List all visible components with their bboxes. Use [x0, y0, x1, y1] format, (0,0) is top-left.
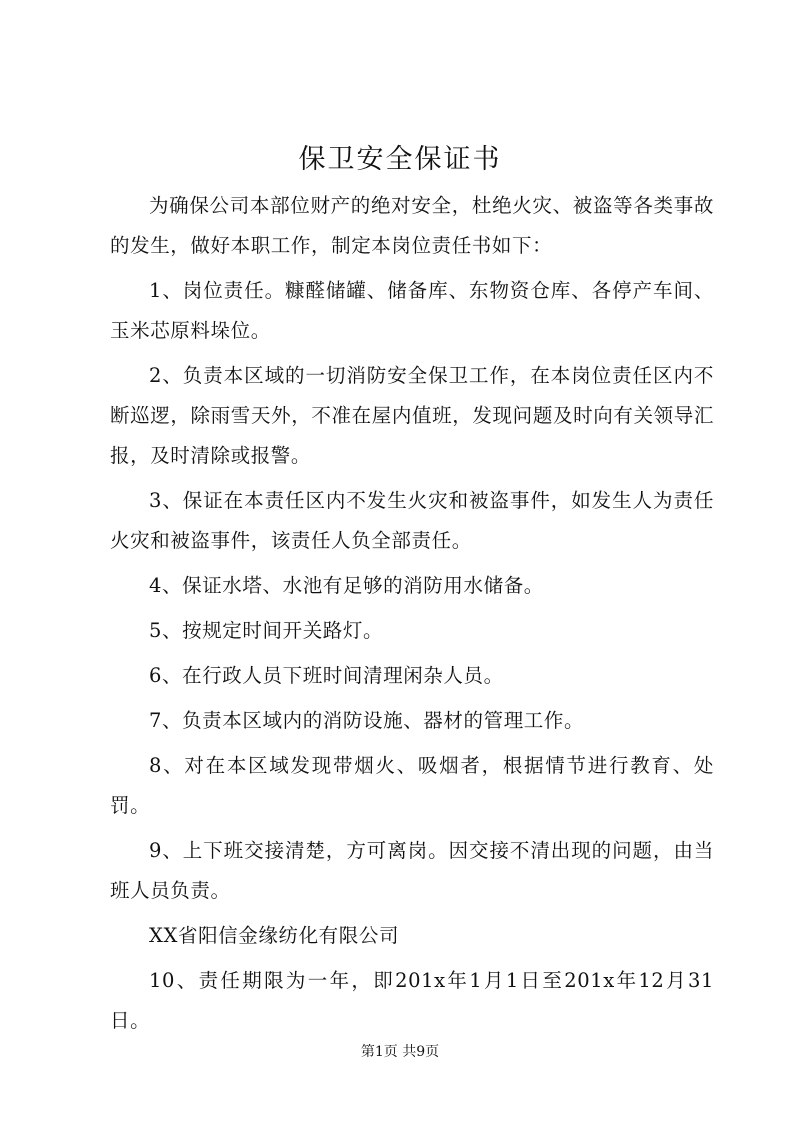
- clause-10-paragraph: 10、责任期限为一年，即201x年1月1日至201x年12月31日。: [110, 969, 714, 1032]
- clause-5-paragraph: 5、按规定时间开关路灯。: [149, 619, 384, 642]
- page-number-footer: 第1页 共9页: [360, 1044, 440, 1060]
- clause-9-paragraph: 9、上下班交接清楚，方可离岗。因交接不清出现的问题，由当班人员负责。: [110, 839, 714, 902]
- document-body: [110, 186, 714, 1046]
- clause-2-paragraph: 2、负责本区域的一切消防安全保卫工作，在本岗位责任区内不断巡逻，除雨雪天外，不准在屋内值班，发现问题及时向有关领导汇报，及时清除或报警。: [110, 364, 714, 467]
- clause-3-paragraph: 3、保证在本责任区内不发生火灾和被盗事件，如发生人为责任火灾和被盗事件，该责任人负全部责任。: [110, 489, 714, 552]
- clause-6-paragraph: 6、在行政人员下班时间清理闲杂人员。: [149, 664, 504, 687]
- clause-8-paragraph: 8、对在本区域发现带烟火、吸烟者，根据情节进行教育、处罚。: [110, 754, 714, 817]
- intro-paragraph: 为确保公司本部位财产的绝对安全，杜绝火灾、被盗等各类事故的发生，做好本职工作，制定本岗位责任书如下：: [110, 194, 714, 257]
- clause-1-paragraph: 1、岗位责任。糠醛储罐、储备库、东物资仓库、各停产车间、玉米芯原料垛位。: [110, 279, 714, 342]
- clause-7-paragraph: 7、负责本区域内的消防设施、器材的管理工作。: [149, 709, 585, 732]
- document-title: 保卫安全保证书: [298, 144, 502, 175]
- company-name: XX省阳信金缘纺化有限公司: [149, 924, 400, 947]
- clause-4-paragraph: 4、保证水塔、水池有足够的消防用水储备。: [149, 574, 544, 597]
